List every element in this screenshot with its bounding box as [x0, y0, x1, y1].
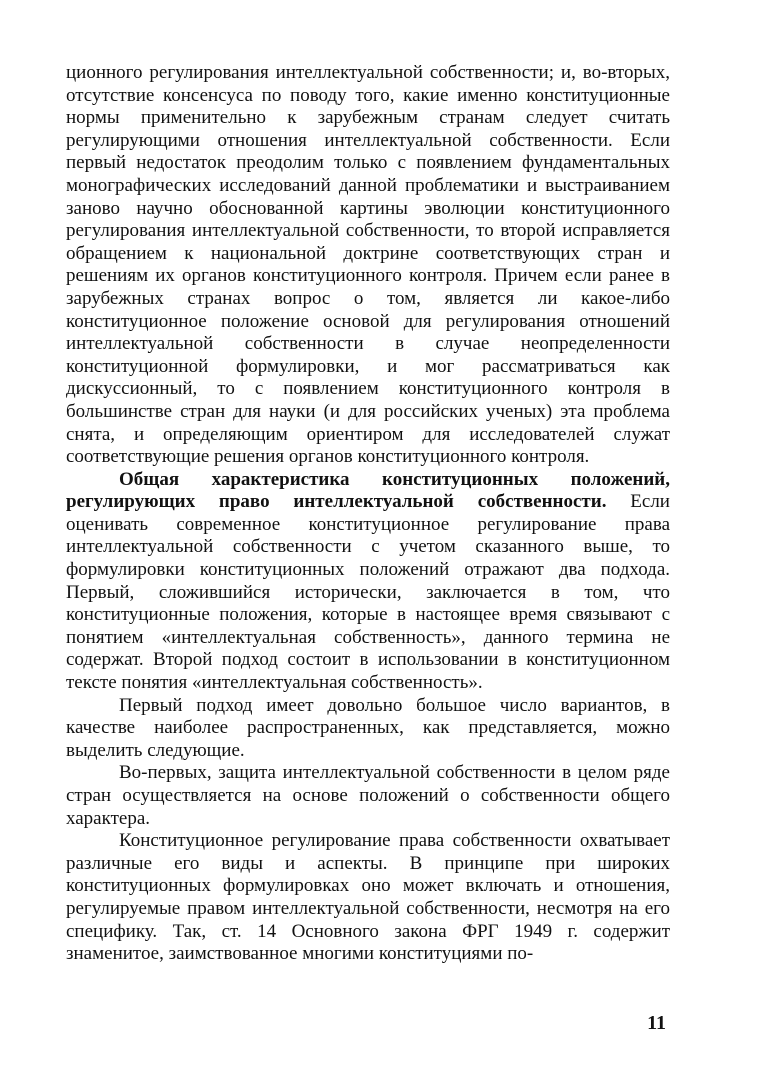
- paragraph-4-text: Во-первых, защита интеллектуальной собственности в целом ряде стран осуществляется на основе положений о собственности общего характера.: [66, 762, 670, 829]
- paragraph-5-text: Конституционное регулирование права собственности охватывает различные его виды и аспекты. В принципе при широких конституционных формулировках оно может включать и отношения, регулируемые правом интеллектуальной собственности, несмотря на его специфику. Так, ст. 14 Основного закона ФРГ 1949 г. содержит знаменитое, заимствованное многими конституциями по-: [66, 830, 670, 965]
- document-page: [66, 62, 670, 966]
- paragraph-4: [66, 762, 670, 830]
- paragraph-1: [66, 62, 670, 469]
- paragraph-2-text: Если оценивать современное конституционное регулирование права интеллектуальной собственности с учетом сказанного выше, то формулировки конституционных положений отражают два подхода. Первый, сложившийся исторически, заключается в том, что конституционные положения, которые в настоящее время связывают с понятием «интеллектуальная собственность», данного термина не содержат. Второй подход состоит в использовании в конституционном тексте понятия «интеллектуальная собственность».: [66, 491, 670, 694]
- paragraph-1-text: ционного регулирования интеллектуальной собственности; и, во-вторых, отсутствие консенсуса по поводу того, какие именно конституционные нормы применительно к зарубежным странам следует считать регулирующими отношения интеллектуальной собственности. Если первый недостаток преодолим только с появлением фундаментальных монографических исследований данной проблематики и выстраиванием заново научно обоснованной картины эволюции конституционного регулирования интеллектуальной собственности, то второй исправляется обращением к национальной доктрине соответствующих стран и решениям их органов конституционного контроля. Причем если ранее в зарубежных странах вопрос о том, является ли какое-либо конституционное положение основой для регулирования отношений интеллектуальной собственности в случае неопределенности конституционной формулировки, и мог рассматриваться как дискуссионный, то с появлением конституционного контроля в большинстве стран для науки (и для российских ученых) эта проблема снята, и определяющим ориентиром для исследователей служат соответствующие решения органов конституционного контроля.: [66, 62, 670, 468]
- paragraph-3-text: Первый подход имеет довольно большое число вариантов, в качестве наиболее распространенных, как представляется, можно выделить следующие.: [66, 694, 670, 761]
- paragraph-5: [66, 830, 670, 966]
- page-number: 11: [647, 1012, 666, 1034]
- paragraph-2: [66, 469, 670, 695]
- section-heading: Общая характеристика конституционных положений, регулирующих право интеллектуальной собственности.: [66, 468, 670, 513]
- paragraph-3: [66, 695, 670, 763]
